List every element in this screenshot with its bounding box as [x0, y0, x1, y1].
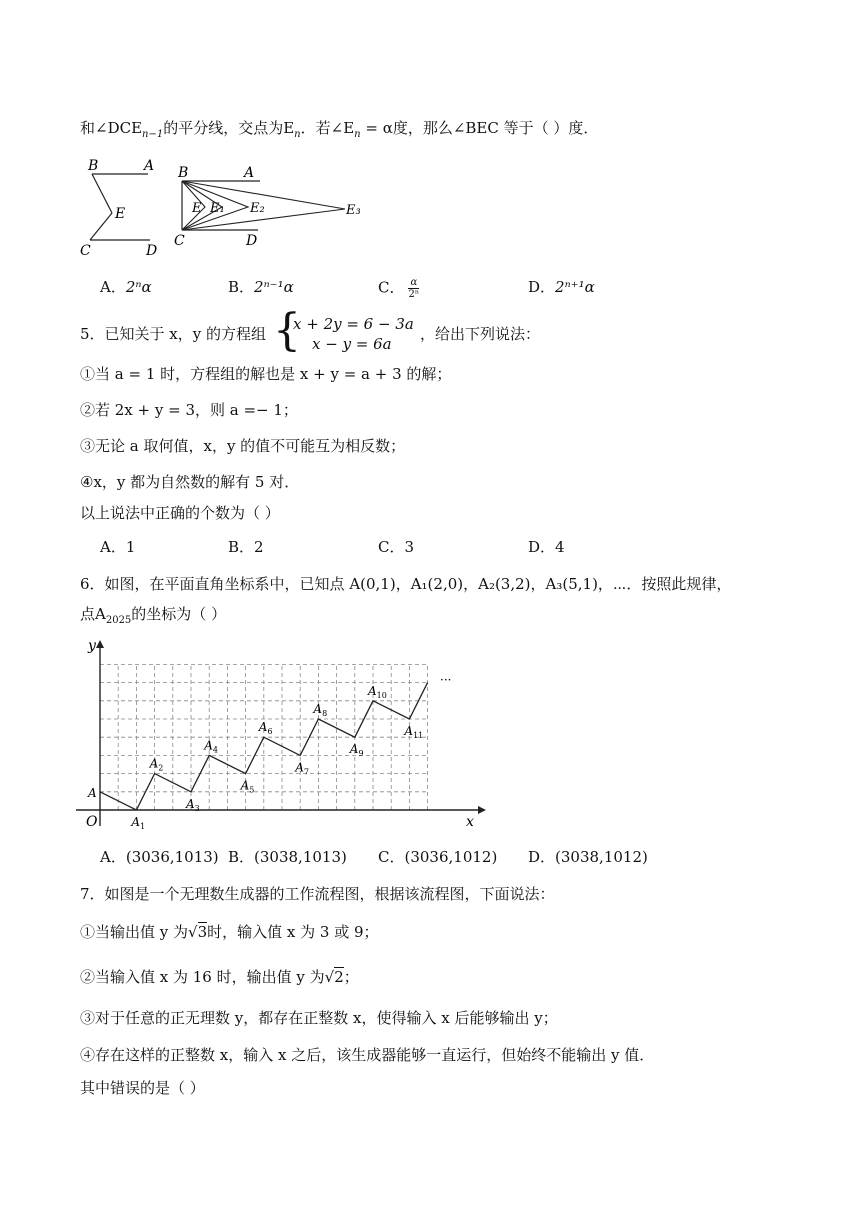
q6-point-label-a4: $A_4$ — [204, 738, 218, 755]
option-letter: D． — [528, 278, 556, 296]
q6-point-label-a10: $A_{10}$ — [368, 683, 387, 700]
option-letter: C． — [378, 848, 405, 866]
q5-question: 以上说法中正确的个数为（ ） — [80, 504, 280, 522]
sqrt-icon: √ — [188, 923, 198, 941]
option-letter: B． — [228, 848, 255, 866]
q5-equation-2: x − y = 6a — [312, 335, 392, 353]
option-text: 2ⁿα — [125, 278, 152, 296]
option-text: 2ⁿ⁻¹α — [254, 278, 294, 296]
q4-sub: n−1 — [142, 129, 164, 140]
q7-text-part: ①当输出值 y 为 — [80, 923, 189, 941]
option-text: 4 — [555, 538, 565, 556]
q6-sub: 2025 — [105, 615, 132, 626]
q4-left-figure — [80, 158, 157, 259]
q4-right-label-a: A — [244, 165, 255, 181]
option-letter: C． — [378, 278, 405, 297]
q6-y-arrow-icon — [96, 640, 104, 648]
q5-stem-tail: ，给出下列说法： — [420, 325, 541, 343]
q4-right-label-c: C — [174, 233, 185, 249]
q5-statement-2: ②若 2x + y = 3，则 a =− 1； — [80, 401, 298, 419]
q6-x-label: x — [466, 814, 474, 830]
q6-stem-line-1: 6．如图，在平面直角坐标系中，已知点 A(0,1)，A₁(2,0)，A₂(3,2)，A₃(5,1)，⋯．按照此规律， — [80, 575, 732, 593]
q6-coordinate-graph — [70, 636, 490, 836]
q6-option-a[interactable] — [100, 847, 219, 867]
q6-option-d[interactable] — [528, 847, 648, 867]
option-letter: C． — [378, 538, 405, 556]
q4-right-label-e1: E₁ — [210, 201, 225, 216]
q6-point-label-a9: $A_9$ — [349, 742, 364, 759]
option-text: 2ⁿ⁺¹α — [555, 278, 595, 296]
q6-point-label-a1: $A_1$ — [131, 815, 146, 831]
q4-stem-continued — [80, 118, 598, 145]
q6-origin-label: O — [86, 814, 98, 830]
q4-stem-part: 的平分线，交点为E — [163, 119, 295, 137]
q4-right-label-e: E — [192, 201, 202, 216]
q4-option-d[interactable] — [528, 277, 595, 297]
option-text: (3038,1012) — [555, 848, 648, 866]
q6-option-c[interactable] — [378, 847, 497, 867]
q6-point-label-a8: $A_8$ — [313, 702, 328, 718]
q6-stem-line-2 — [80, 604, 226, 631]
q7-statement-3: ③对于任意的正无理数 y，都存在正整数 x，使得输入 x 后能够输出 y； — [80, 1009, 558, 1027]
q7-statement-2 — [80, 967, 359, 987]
q4-option-c[interactable] — [378, 277, 419, 300]
q6-point-label-a2: $A_2$ — [149, 756, 164, 773]
q4-left-label-e: E — [115, 206, 126, 222]
q6-point-label-a6: $A_6$ — [258, 720, 273, 737]
q4-right-label-e2: E₂ — [250, 201, 265, 216]
q4-left-label-c: C — [80, 243, 91, 259]
q6-point-label-a7: $A_7$ — [295, 760, 309, 777]
q4-stem-part: ．若∠E — [300, 119, 355, 137]
q7-text-part: 时，输入值 x 为 3 或 9； — [207, 923, 379, 941]
q5-option-b[interactable] — [228, 537, 264, 557]
option-text: (3038,1013) — [254, 848, 347, 866]
option-text: 3 — [404, 538, 415, 556]
q4-right-label-e3: E₃ — [346, 203, 361, 218]
q6-point-label-a5: $A_5$ — [240, 778, 255, 795]
q7-radicand: 2 — [334, 968, 344, 986]
q4-option-b[interactable] — [228, 277, 294, 297]
q6-stem-part: 的坐标为（ ） — [131, 605, 227, 623]
q7-radicand: 3 — [197, 923, 208, 941]
q7-text-part: ②当输入值 x 为 16 时，输出值 y 为 — [80, 968, 325, 986]
option-letter: B． — [228, 538, 255, 556]
q6-point-label-a11: $A_{11}$ — [404, 724, 424, 740]
q5-option-d[interactable] — [528, 537, 565, 557]
option-letter: A． — [100, 848, 126, 866]
q5-stem — [80, 324, 266, 344]
q7-question: 其中错误的是（ ） — [80, 1079, 205, 1097]
q6-x-arrow-icon — [478, 806, 486, 814]
option-text: (3036,1013) — [125, 848, 219, 866]
q4-right-figure — [174, 165, 361, 249]
q4-sub: n — [294, 129, 301, 140]
q7-text-part: ； — [343, 968, 359, 986]
option-text: (3036,1012) — [404, 848, 498, 866]
q4-option-a[interactable] — [100, 277, 152, 297]
option-fraction — [408, 277, 419, 300]
q5-brace: { — [273, 305, 301, 356]
option-text: 2 — [254, 538, 264, 556]
option-letter: A． — [100, 538, 126, 556]
q4-left-label-d: D — [146, 243, 158, 259]
option-letter: B． — [228, 278, 255, 296]
option-letter: D． — [528, 538, 556, 556]
q4-sub: n — [354, 129, 361, 140]
option-letter: A． — [100, 278, 126, 296]
q6-point-label-a3: $A_3$ — [186, 796, 200, 813]
q5-equation-1: x + 2y = 6 − 3a — [293, 315, 414, 333]
q5-option-c[interactable] — [378, 537, 414, 557]
fraction-numerator: α — [410, 277, 418, 288]
q6-point-label-a: A — [88, 785, 97, 800]
q4-stem-part: 和∠DCE — [80, 119, 143, 137]
q6-stem-part: 点A — [80, 605, 106, 623]
q5-option-a[interactable] — [100, 537, 135, 557]
q6-ellipsis: ··· — [440, 673, 452, 687]
q7-statement-4: ④存在这样的正整数 x，输入 x 之后，该生成器能够一直运行，但始终不能输出 y 值． — [80, 1046, 655, 1064]
q4-left-label-a: A — [144, 158, 155, 174]
q4-left-label-b: B — [88, 158, 99, 174]
q5-statement-4: ④x，y 都为自然数的解有 5 对． — [80, 473, 300, 491]
q6-option-b[interactable] — [228, 847, 347, 867]
q5-stem-part: 5．已知关于 x，y 的方程组 — [80, 325, 267, 343]
option-letter: D． — [528, 848, 556, 866]
sqrt-icon: √ — [324, 968, 335, 986]
q5-statement-3: ③无论 a 取何值，x，y 的值不可能互为相反数； — [80, 437, 406, 455]
q7-statement-1 — [80, 922, 379, 942]
q6-y-label: y — [88, 638, 96, 654]
q4-figure — [70, 150, 380, 262]
q4-right-label-b: B — [178, 165, 189, 181]
option-text: 1 — [125, 538, 136, 556]
q5-statement-1: ①当 a = 1 时，方程组的解也是 x + y = a + 3 的解； — [80, 365, 452, 383]
fraction-denominator: 2ⁿ — [408, 289, 420, 300]
q7-stem: 7．如图是一个无理数生成器的工作流程图，根据该流程图，下面说法： — [80, 885, 555, 903]
q4-right-label-d: D — [246, 233, 258, 249]
q4-stem-part: = α度，那么∠BEC 等于（ ）度． — [360, 119, 599, 137]
